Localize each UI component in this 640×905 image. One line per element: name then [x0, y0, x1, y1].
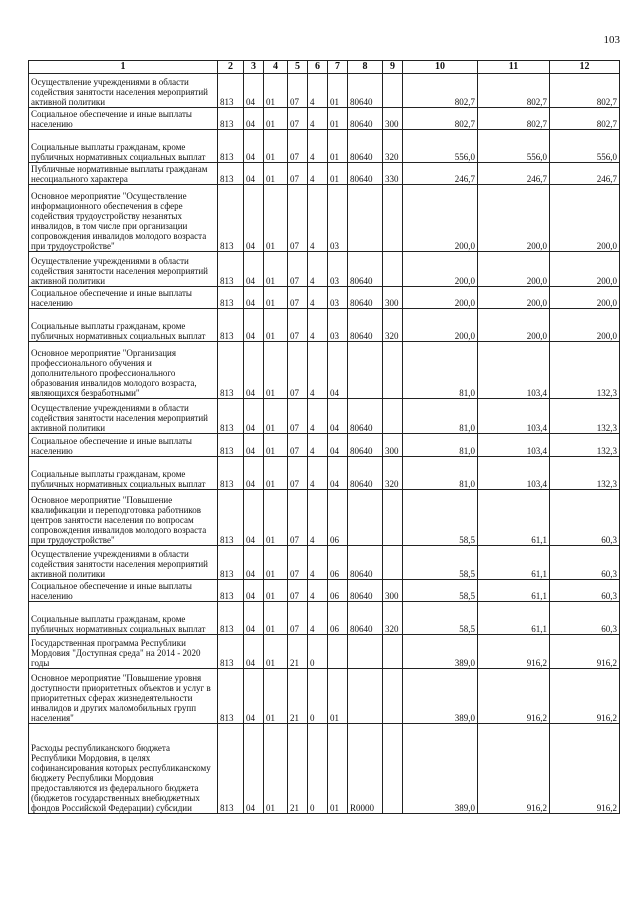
- value-2019: 246,7: [478, 163, 550, 185]
- expense-code: [348, 342, 383, 399]
- section-code: 04: [244, 669, 264, 724]
- subsection-code: 01: [264, 74, 288, 108]
- column-header-8: 8: [348, 61, 383, 74]
- subprogram-code: 4: [308, 130, 328, 163]
- row-name: Социальное обеспечение и иные выплаты населению: [29, 287, 218, 309]
- value-2019: 61,1: [478, 490, 550, 546]
- value-2019: 916,2: [478, 669, 550, 724]
- value-2019: 200,0: [478, 252, 550, 287]
- expense-code: 80640: [348, 163, 383, 185]
- event-code: 04: [328, 342, 348, 399]
- admin-code: 813: [218, 546, 244, 580]
- value-2020: 802,7: [550, 74, 620, 108]
- admin-code: 813: [218, 724, 244, 814]
- event-code: [328, 635, 348, 669]
- column-header-4: 4: [264, 61, 288, 74]
- value-2019: 61,1: [478, 602, 550, 635]
- table-body: [29, 74, 620, 814]
- value-2018: 81,0: [403, 342, 478, 399]
- section-code: 04: [244, 635, 264, 669]
- admin-code: 813: [218, 490, 244, 546]
- column-header-6: 6: [308, 61, 328, 74]
- admin-code: 813: [218, 342, 244, 399]
- subsection-code: 01: [264, 130, 288, 163]
- table-row: [29, 434, 620, 457]
- row-name: Социальное обеспечение и иные выплаты населению: [29, 108, 218, 130]
- table-row: [29, 163, 620, 185]
- program-code: 07: [288, 434, 308, 457]
- column-header-10: 10: [403, 61, 478, 74]
- value-2018: 81,0: [403, 399, 478, 434]
- value-2018: 200,0: [403, 185, 478, 252]
- admin-code: 813: [218, 457, 244, 490]
- program-code: 07: [288, 287, 308, 309]
- value-2020: 916,2: [550, 669, 620, 724]
- value-2020: 246,7: [550, 163, 620, 185]
- subsection-code: 01: [264, 163, 288, 185]
- section-code: 04: [244, 252, 264, 287]
- event-code: 01: [328, 163, 348, 185]
- program-code: 07: [288, 457, 308, 490]
- row-name: Социальное обеспечение и иные выплаты населению: [29, 434, 218, 457]
- section-code: 04: [244, 434, 264, 457]
- admin-code: 813: [218, 74, 244, 108]
- budget-table: [28, 60, 620, 814]
- column-header-3: 3: [244, 61, 264, 74]
- value-2019: 103,4: [478, 457, 550, 490]
- event-code: 04: [328, 399, 348, 434]
- program-code: 07: [288, 602, 308, 635]
- section-code: 04: [244, 108, 264, 130]
- admin-code: 813: [218, 669, 244, 724]
- expense-type-code: [383, 635, 403, 669]
- section-code: 04: [244, 74, 264, 108]
- subprogram-code: 0: [308, 724, 328, 814]
- expense-type-code: 300: [383, 287, 403, 309]
- value-2018: 200,0: [403, 252, 478, 287]
- value-2020: 60,3: [550, 546, 620, 580]
- program-code: 07: [288, 108, 308, 130]
- subsection-code: 01: [264, 434, 288, 457]
- value-2020: 916,2: [550, 635, 620, 669]
- expense-code: 80640: [348, 602, 383, 635]
- value-2020: 60,3: [550, 490, 620, 546]
- subprogram-code: 4: [308, 252, 328, 287]
- event-code: 06: [328, 546, 348, 580]
- program-code: 07: [288, 130, 308, 163]
- section-code: 04: [244, 163, 264, 185]
- admin-code: 813: [218, 399, 244, 434]
- expense-type-code: [383, 669, 403, 724]
- expense-code: 80640: [348, 457, 383, 490]
- value-2019: 802,7: [478, 108, 550, 130]
- table-row: [29, 287, 620, 309]
- admin-code: 813: [218, 130, 244, 163]
- value-2019: 556,0: [478, 130, 550, 163]
- value-2020: 200,0: [550, 185, 620, 252]
- value-2020: 200,0: [550, 287, 620, 309]
- section-code: 04: [244, 490, 264, 546]
- subprogram-code: 4: [308, 457, 328, 490]
- event-code: 03: [328, 252, 348, 287]
- event-code: 01: [328, 669, 348, 724]
- value-2019: 916,2: [478, 635, 550, 669]
- subprogram-code: 4: [308, 342, 328, 399]
- subsection-code: 01: [264, 490, 288, 546]
- program-code: 21: [288, 669, 308, 724]
- subsection-code: 01: [264, 342, 288, 399]
- table-row: [29, 635, 620, 669]
- value-2018: 802,7: [403, 74, 478, 108]
- value-2018: 556,0: [403, 130, 478, 163]
- row-name: Основное мероприятие "Повышение квалификации и переподготовка работников центров занятости населения по вопросам сопровождения инвалидов молодого возраста при трудоустройстве": [29, 490, 218, 546]
- value-2020: 200,0: [550, 252, 620, 287]
- section-code: 04: [244, 309, 264, 342]
- expense-code: 80640: [348, 252, 383, 287]
- program-code: 07: [288, 399, 308, 434]
- value-2019: 61,1: [478, 580, 550, 602]
- value-2018: 58,5: [403, 602, 478, 635]
- table-row: [29, 185, 620, 252]
- expense-type-code: [383, 74, 403, 108]
- expense-type-code: 320: [383, 457, 403, 490]
- event-code: 01: [328, 724, 348, 814]
- row-name: Социальные выплаты гражданам, кроме публичных нормативных социальных выплат: [29, 130, 218, 163]
- expense-code: 80640: [348, 399, 383, 434]
- table-row: [29, 309, 620, 342]
- program-code: 07: [288, 309, 308, 342]
- table-row: [29, 669, 620, 724]
- subsection-code: 01: [264, 546, 288, 580]
- subprogram-code: 0: [308, 635, 328, 669]
- table-row: [29, 580, 620, 602]
- row-name: Расходы республиканского бюджета Республики Мордовия, в целях софинансирования которых республиканскому бюджету Республики Мордовия предоставляются из федерального бюджета (бюджетов государственных внебюджетных фондов Российской Федерации) субсидии: [29, 724, 218, 814]
- table-header-row: [29, 61, 620, 74]
- row-name: Осуществление учреждениями в области содействия занятости населения мероприятий активной политики: [29, 74, 218, 108]
- section-code: 04: [244, 130, 264, 163]
- table-row: [29, 602, 620, 635]
- row-name: Социальные выплаты гражданам, кроме публичных нормативных социальных выплат: [29, 309, 218, 342]
- expense-code: [348, 669, 383, 724]
- expense-type-code: [383, 724, 403, 814]
- subprogram-code: 4: [308, 399, 328, 434]
- row-name: Осуществление учреждениями в области содействия занятости населения мероприятий активной политики: [29, 399, 218, 434]
- table-row: [29, 457, 620, 490]
- subsection-code: 01: [264, 602, 288, 635]
- admin-code: 813: [218, 287, 244, 309]
- event-code: 06: [328, 490, 348, 546]
- section-code: 04: [244, 580, 264, 602]
- event-code: 01: [328, 130, 348, 163]
- row-name: Социальное обеспечение и иные выплаты населению: [29, 580, 218, 602]
- subsection-code: 01: [264, 108, 288, 130]
- admin-code: 813: [218, 309, 244, 342]
- expense-type-code: 320: [383, 602, 403, 635]
- expense-type-code: [383, 342, 403, 399]
- column-header-9: 9: [383, 61, 403, 74]
- value-2018: 200,0: [403, 287, 478, 309]
- event-code: 01: [328, 108, 348, 130]
- value-2018: 81,0: [403, 434, 478, 457]
- subsection-code: 01: [264, 399, 288, 434]
- program-code: 07: [288, 185, 308, 252]
- value-2020: 132,3: [550, 434, 620, 457]
- subprogram-code: 4: [308, 546, 328, 580]
- row-name: Основное мероприятие "Повышение уровня доступности приоритетных объектов и услуг в приоритетных сферах жизнедеятельности инвалидов и других маломобильных групп населения": [29, 669, 218, 724]
- expense-type-code: [383, 399, 403, 434]
- value-2020: 916,2: [550, 724, 620, 814]
- event-code: 03: [328, 309, 348, 342]
- table-row: [29, 252, 620, 287]
- expense-type-code: [383, 252, 403, 287]
- expense-type-code: [383, 490, 403, 546]
- value-2020: 60,3: [550, 580, 620, 602]
- row-name: Основное мероприятие "Осуществление информационного обеспечения в сфере содействия трудоустройству незанятых инвалидов, в том числе при организации сопровождения инвалидов молодого возраста при трудоустройстве": [29, 185, 218, 252]
- subprogram-code: 4: [308, 185, 328, 252]
- table-row: [29, 546, 620, 580]
- expense-type-code: 300: [383, 434, 403, 457]
- program-code: 21: [288, 635, 308, 669]
- event-code: 03: [328, 185, 348, 252]
- value-2020: 200,0: [550, 309, 620, 342]
- subprogram-code: 4: [308, 490, 328, 546]
- value-2019: 103,4: [478, 399, 550, 434]
- program-code: 07: [288, 490, 308, 546]
- event-code: 06: [328, 580, 348, 602]
- expense-type-code: 320: [383, 130, 403, 163]
- section-code: 04: [244, 287, 264, 309]
- expense-code: 80640: [348, 130, 383, 163]
- row-name: Социальные выплаты гражданам, кроме публичных нормативных социальных выплат: [29, 457, 218, 490]
- table-row: [29, 342, 620, 399]
- admin-code: 813: [218, 434, 244, 457]
- subsection-code: 01: [264, 580, 288, 602]
- expense-code: 80640: [348, 108, 383, 130]
- table-row: [29, 724, 620, 814]
- subprogram-code: 4: [308, 108, 328, 130]
- table-row: [29, 399, 620, 434]
- program-code: 21: [288, 724, 308, 814]
- value-2020: 60,3: [550, 602, 620, 635]
- value-2018: 58,5: [403, 580, 478, 602]
- expense-type-code: 330: [383, 163, 403, 185]
- expense-code: 80640: [348, 74, 383, 108]
- subprogram-code: 4: [308, 580, 328, 602]
- value-2018: 81,0: [403, 457, 478, 490]
- value-2019: 103,4: [478, 342, 550, 399]
- value-2019: 916,2: [478, 724, 550, 814]
- subsection-code: 01: [264, 457, 288, 490]
- expense-type-code: 300: [383, 108, 403, 130]
- value-2018: 246,7: [403, 163, 478, 185]
- subsection-code: 01: [264, 669, 288, 724]
- subsection-code: 01: [264, 252, 288, 287]
- column-header-5: 5: [288, 61, 308, 74]
- subprogram-code: 4: [308, 434, 328, 457]
- expense-type-code: 300: [383, 580, 403, 602]
- value-2019: 200,0: [478, 185, 550, 252]
- program-code: 07: [288, 252, 308, 287]
- row-name: Государственная программа Республики Мордовия "Доступная среда" на 2014 - 2020 годы: [29, 635, 218, 669]
- column-header-7: 7: [328, 61, 348, 74]
- subsection-code: 01: [264, 724, 288, 814]
- subsection-code: 01: [264, 635, 288, 669]
- event-code: 04: [328, 434, 348, 457]
- value-2020: 802,7: [550, 108, 620, 130]
- section-code: 04: [244, 185, 264, 252]
- value-2019: 103,4: [478, 434, 550, 457]
- value-2018: 802,7: [403, 108, 478, 130]
- admin-code: 813: [218, 108, 244, 130]
- subprogram-code: 4: [308, 602, 328, 635]
- row-name: Основное мероприятие "Организация профессионального обучения и дополнительного профессионального образования инвалидов молодого возраста, являющихся безработными": [29, 342, 218, 399]
- value-2018: 58,5: [403, 490, 478, 546]
- admin-code: 813: [218, 602, 244, 635]
- column-header-12: 12: [550, 61, 620, 74]
- column-header-11: 11: [478, 61, 550, 74]
- expense-code: [348, 635, 383, 669]
- row-name: Социальные выплаты гражданам, кроме публичных нормативных социальных выплат: [29, 602, 218, 635]
- admin-code: 813: [218, 580, 244, 602]
- section-code: 04: [244, 546, 264, 580]
- value-2019: 200,0: [478, 287, 550, 309]
- value-2020: 132,3: [550, 342, 620, 399]
- section-code: 04: [244, 399, 264, 434]
- program-code: 07: [288, 580, 308, 602]
- row-name: Осуществление учреждениями в области содействия занятости населения мероприятий активной политики: [29, 252, 218, 287]
- value-2019: 61,1: [478, 546, 550, 580]
- value-2018: 58,5: [403, 546, 478, 580]
- row-name: Осуществление учреждениями в области содействия занятости населения мероприятий активной политики: [29, 546, 218, 580]
- subsection-code: 01: [264, 309, 288, 342]
- page-number: 103: [603, 34, 620, 46]
- admin-code: 813: [218, 185, 244, 252]
- expense-code: R0000: [348, 724, 383, 814]
- subprogram-code: 4: [308, 74, 328, 108]
- table-row: [29, 108, 620, 130]
- section-code: 04: [244, 724, 264, 814]
- expense-code: 80640: [348, 309, 383, 342]
- program-code: 07: [288, 74, 308, 108]
- subprogram-code: 4: [308, 287, 328, 309]
- value-2020: 556,0: [550, 130, 620, 163]
- column-header-1: 1: [29, 61, 218, 74]
- program-code: 07: [288, 342, 308, 399]
- value-2018: 389,0: [403, 724, 478, 814]
- subprogram-code: 0: [308, 669, 328, 724]
- table-row: [29, 490, 620, 546]
- expense-code: 80640: [348, 546, 383, 580]
- value-2019: 802,7: [478, 74, 550, 108]
- event-code: 03: [328, 287, 348, 309]
- expense-code: [348, 490, 383, 546]
- program-code: 07: [288, 163, 308, 185]
- admin-code: 813: [218, 252, 244, 287]
- value-2020: 132,3: [550, 457, 620, 490]
- row-name: Публичные нормативные выплаты гражданам несоциального характера: [29, 163, 218, 185]
- value-2019: 200,0: [478, 309, 550, 342]
- event-code: 06: [328, 602, 348, 635]
- section-code: 04: [244, 602, 264, 635]
- table-row: [29, 74, 620, 108]
- admin-code: 813: [218, 163, 244, 185]
- subsection-code: 01: [264, 287, 288, 309]
- value-2020: 132,3: [550, 399, 620, 434]
- expense-code: [348, 185, 383, 252]
- expense-type-code: 320: [383, 309, 403, 342]
- event-code: 01: [328, 74, 348, 108]
- subprogram-code: 4: [308, 163, 328, 185]
- value-2018: 389,0: [403, 669, 478, 724]
- expense-type-code: [383, 546, 403, 580]
- section-code: 04: [244, 457, 264, 490]
- expense-code: 80640: [348, 287, 383, 309]
- table-row: [29, 130, 620, 163]
- event-code: 04: [328, 457, 348, 490]
- value-2018: 200,0: [403, 309, 478, 342]
- subprogram-code: 4: [308, 309, 328, 342]
- value-2018: 389,0: [403, 635, 478, 669]
- program-code: 07: [288, 546, 308, 580]
- section-code: 04: [244, 342, 264, 399]
- expense-code: 80640: [348, 434, 383, 457]
- expense-code: 80640: [348, 580, 383, 602]
- expense-type-code: [383, 185, 403, 252]
- subsection-code: 01: [264, 185, 288, 252]
- column-header-2: 2: [218, 61, 244, 74]
- admin-code: 813: [218, 635, 244, 669]
